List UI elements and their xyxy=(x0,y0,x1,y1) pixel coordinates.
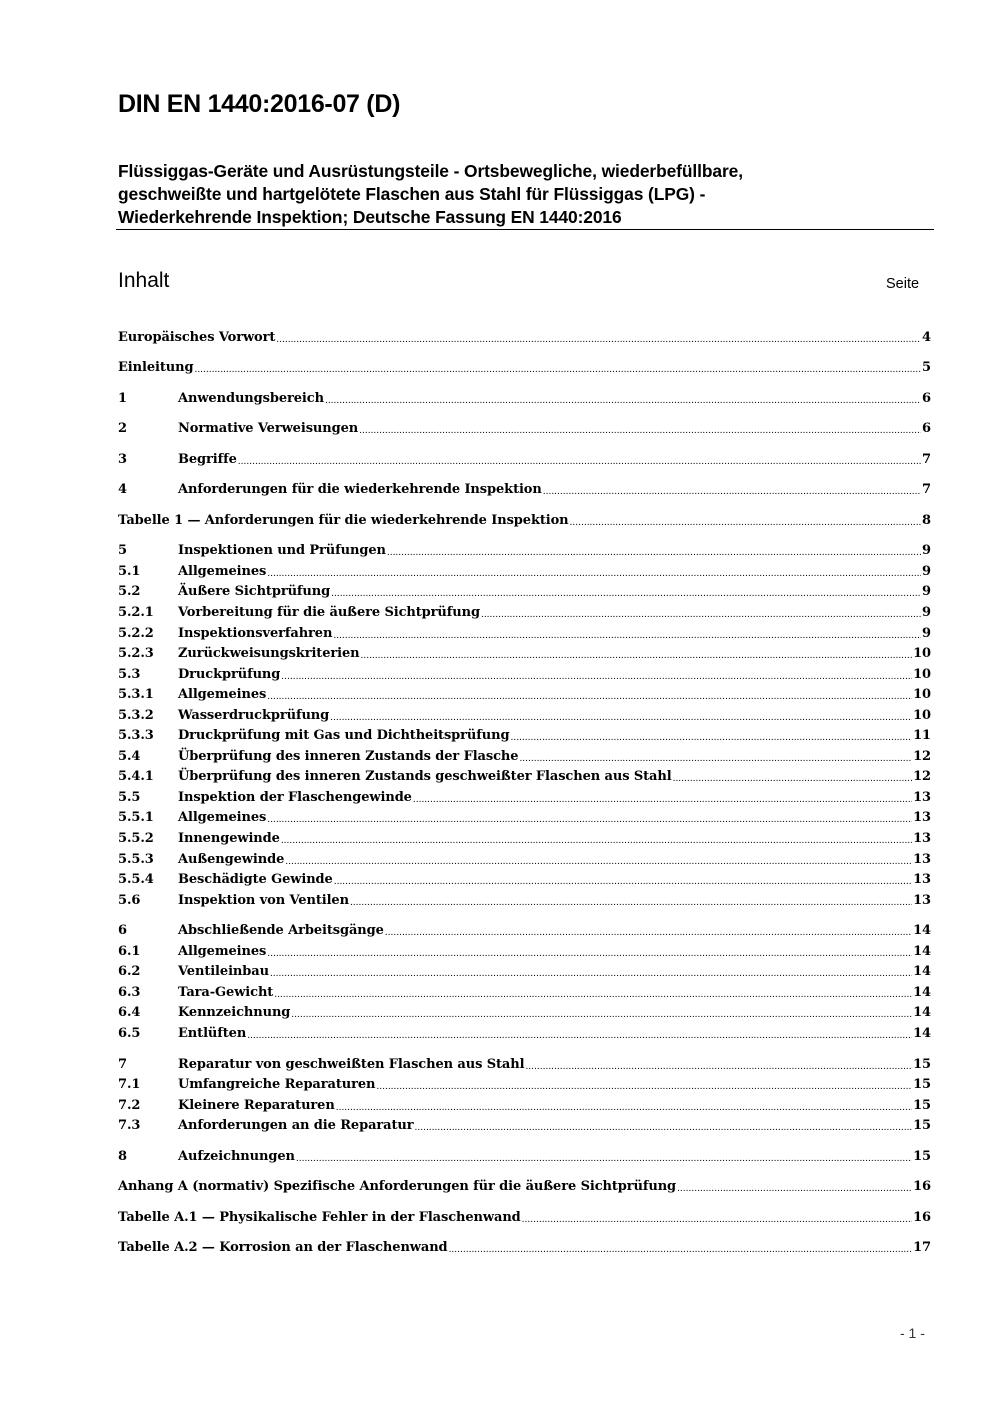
toc-entry-number: 5.5.1 xyxy=(118,810,154,826)
toc-entry-number: 5.5.2 xyxy=(118,831,154,847)
toc-entry-title: Vorbereitung für die äußere Sichtprüfung xyxy=(178,605,480,621)
toc-entry-title: Inspektionsverfahren xyxy=(178,625,333,641)
toc-dot-leader xyxy=(285,855,912,869)
toc-entry-page: 10 xyxy=(913,646,931,662)
toc-entry-number: 6 xyxy=(118,923,127,939)
toc-dot-leader xyxy=(376,1080,912,1094)
toc-entry-page: 16 xyxy=(913,1179,931,1195)
toc-entry-page: 6 xyxy=(922,421,931,437)
toc-entry-number: 6.5 xyxy=(118,1025,141,1041)
toc-dot-leader xyxy=(677,1182,912,1196)
toc-entry-title: Anwendungsbereich xyxy=(178,390,324,406)
toc-entry-page: 9 xyxy=(922,563,931,579)
toc-dot-leader xyxy=(331,587,921,601)
toc-dot-leader xyxy=(522,1213,912,1227)
toc-entry-page: 14 xyxy=(913,923,931,939)
toc-dot-leader xyxy=(336,1101,912,1115)
toc-entry-number: 5.3.1 xyxy=(118,687,154,703)
toc-dot-leader xyxy=(510,731,912,745)
toc-dot-leader xyxy=(270,967,912,981)
toc-entry-number: 5.3.3 xyxy=(118,728,154,744)
toc-entry[interactable] xyxy=(118,766,931,787)
toc-entry-page: 15 xyxy=(913,1148,931,1164)
toc-entry-number: 5.1 xyxy=(118,563,141,579)
toc-entry-title: Äußere Sichtprüfung xyxy=(178,584,331,600)
toc-entry-page: 9 xyxy=(922,625,931,641)
toc-entry-page: 14 xyxy=(913,1025,931,1041)
toc-entry-number: 5.3 xyxy=(118,666,141,682)
toc-entry[interactable] xyxy=(118,418,931,439)
toc-entry[interactable] xyxy=(118,704,931,725)
toc-dot-leader xyxy=(519,752,912,766)
toc-entry[interactable] xyxy=(118,786,931,807)
toc-entry-page: 10 xyxy=(913,707,931,723)
toc-entry[interactable] xyxy=(118,509,931,530)
toc-entry-page: 9 xyxy=(922,584,931,600)
toc-entry-title: Tara-Gewicht xyxy=(178,984,274,1000)
toc-entry[interactable] xyxy=(118,745,931,766)
toc-entry-number: 4 xyxy=(118,482,127,498)
toc-entry-title: Allgemeines xyxy=(178,687,267,703)
toc-entry-page: 14 xyxy=(913,984,931,1000)
toc-entry-title: Innengewinde xyxy=(178,831,280,847)
document-id: DIN EN 1440:2016-07 (D) xyxy=(118,90,401,118)
toc-entry[interactable] xyxy=(118,1176,931,1197)
toc-entry-number: 7.1 xyxy=(118,1077,141,1093)
toc-entry[interactable] xyxy=(118,940,931,961)
toc-entry[interactable] xyxy=(118,601,931,622)
toc-entry-number: 5.5.3 xyxy=(118,851,154,867)
toc-entry[interactable] xyxy=(118,479,931,500)
toc-dot-leader xyxy=(413,793,912,807)
toc-entry-title: Allgemeines xyxy=(178,563,267,579)
toc-entry-page: 11 xyxy=(913,728,931,744)
toc-entry-title: Wasserdruckprüfung xyxy=(178,707,330,723)
toc-dot-leader xyxy=(281,834,912,848)
toc-entry-number: 5 xyxy=(118,543,127,559)
toc-entry-page: 6 xyxy=(922,390,931,406)
toc-dot-leader xyxy=(267,567,921,581)
toc-entry-page: 7 xyxy=(922,482,931,498)
toc-entry-title: Ventileinbau xyxy=(178,964,269,980)
toc-entry[interactable] xyxy=(118,357,931,378)
toc-entry-number: 8 xyxy=(118,1148,127,1164)
toc-entry[interactable] xyxy=(118,827,931,848)
toc-entry-number: 1 xyxy=(118,390,127,406)
toc-dot-leader xyxy=(334,875,912,889)
toc-entry-number: 7.2 xyxy=(118,1097,141,1113)
toc-entry-title: Anhang A (normativ) Spezifische Anforderungen für die äußere Sichtprüfung xyxy=(118,1179,677,1195)
toc-dot-leader xyxy=(350,896,912,910)
toc-entry-number: 5.3.2 xyxy=(118,707,154,723)
toc-entry-title: Aufzeichnungen xyxy=(178,1148,295,1164)
toc-entry-title: Kleinere Reparaturen xyxy=(178,1097,335,1113)
toc-entry-title: Inspektion der Flaschengewinde xyxy=(178,789,412,805)
toc-dot-leader xyxy=(238,455,921,469)
toc-dot-leader xyxy=(281,670,912,684)
toc-entry-number: 6.1 xyxy=(118,943,141,959)
toc-entry-page: 13 xyxy=(913,851,931,867)
toc-entry-title: Entlüften xyxy=(178,1025,247,1041)
toc-dot-leader xyxy=(387,546,921,560)
toc-entry[interactable] xyxy=(118,540,931,561)
toc-dot-leader xyxy=(543,485,921,499)
toc-entry-page: 13 xyxy=(913,872,931,888)
toc-entry[interactable] xyxy=(118,448,931,469)
toc-dot-leader xyxy=(360,649,912,663)
toc-entry[interactable] xyxy=(118,1237,931,1258)
toc-dot-leader xyxy=(276,333,921,347)
toc-entry-number: 6.4 xyxy=(118,1005,141,1021)
toc-entry-title: Anforderungen an die Reparatur xyxy=(178,1118,414,1134)
toc-entry-title: Beschädigte Gewinde xyxy=(178,872,333,888)
toc-dot-leader xyxy=(194,363,921,377)
toc-entry-page: 9 xyxy=(922,605,931,621)
toc-entry-number: 3 xyxy=(118,451,127,467)
toc-entry[interactable] xyxy=(118,869,931,890)
toc-entry-title: Normative Verweisungen xyxy=(178,421,359,437)
toc-dot-leader xyxy=(267,690,912,704)
toc-dot-leader xyxy=(673,772,913,786)
page-number-footer: - 1 - xyxy=(900,1325,925,1341)
toc-entry-title: Reparatur von geschweißten Flaschen aus Stahl xyxy=(178,1056,525,1072)
toc-entry-page: 13 xyxy=(913,831,931,847)
toc-entry[interactable] xyxy=(118,1053,931,1074)
toc-entry-number: 5.6 xyxy=(118,892,141,908)
toc-entry-title: Abschließende Arbeitsgänge xyxy=(178,923,384,939)
toc-entry[interactable] xyxy=(118,889,931,910)
toc-entry[interactable] xyxy=(118,725,931,746)
toc-entry-title: Anforderungen für die wiederkehrende Inspektion xyxy=(178,482,542,498)
toc-dot-leader xyxy=(525,1060,912,1074)
document-subtitle xyxy=(118,160,934,229)
toc-entry[interactable] xyxy=(118,663,931,684)
toc-entry-title: Tabelle A.2 — Korrosion an der Flaschenwand xyxy=(118,1240,448,1256)
toc-entry-page: 15 xyxy=(913,1097,931,1113)
toc-entry-page: 15 xyxy=(913,1056,931,1072)
header-rule xyxy=(116,229,934,230)
toc-entry-page: 14 xyxy=(913,964,931,980)
toc-title: Inhalt xyxy=(118,269,170,292)
toc-entry-title: Umfangreiche Reparaturen xyxy=(178,1077,376,1093)
toc-entry-number: 2 xyxy=(118,421,127,437)
toc-entry[interactable] xyxy=(118,1206,931,1227)
toc-dot-leader xyxy=(415,1121,913,1135)
toc-entry-page: 13 xyxy=(913,892,931,908)
toc-dot-leader xyxy=(267,813,912,827)
toc-entry-number: 5.5 xyxy=(118,789,141,805)
toc-dot-leader xyxy=(330,711,912,725)
toc-entry-title: Einleitung xyxy=(118,360,194,376)
toc-entry-number: 5.2.3 xyxy=(118,646,154,662)
toc-entry-page: 14 xyxy=(913,1005,931,1021)
toc-entry-title: Inspektionen und Prüfungen xyxy=(178,543,386,559)
toc-entry-number: 7 xyxy=(118,1056,127,1072)
toc-entry-title: Tabelle A.1 — Physikalische Fehler in der Flaschenwand xyxy=(118,1209,521,1225)
toc-page-header: Seite xyxy=(886,276,920,292)
toc-entry-page: 15 xyxy=(913,1118,931,1134)
toc-entry-number: 6.2 xyxy=(118,964,141,980)
toc-dot-leader xyxy=(449,1243,913,1257)
toc-entry-title: Zurückweisungskriterien xyxy=(178,646,360,662)
toc-entry-title: Begriffe xyxy=(178,451,237,467)
toc-entry[interactable] xyxy=(118,848,931,869)
toc-dot-leader xyxy=(291,1008,912,1022)
toc-entry[interactable] xyxy=(118,560,931,581)
toc-entry-title: Druckprüfung mit Gas und Dichtheitsprüfung xyxy=(178,728,510,744)
toc-entry-number: 5.2.1 xyxy=(118,605,154,621)
toc-entry-title: Überprüfung des inneren Zustands der Flasche xyxy=(178,748,519,764)
toc-entry-title: Außengewinde xyxy=(178,851,285,867)
toc-entry[interactable] xyxy=(118,387,931,408)
toc-entry-title: Allgemeines xyxy=(178,943,267,959)
subtitle-line: geschweißte und hartgelötete Flaschen aus Stahl für Flüssiggas (LPG) - xyxy=(118,184,706,204)
toc-entry-title: Tabelle 1 — Anforderungen für die wiederkehrende Inspektion xyxy=(118,512,569,528)
toc-entry[interactable] xyxy=(118,1002,931,1023)
toc-entry-page: 12 xyxy=(913,748,931,764)
toc-entry[interactable] xyxy=(118,1145,931,1166)
subtitle-line: Flüssiggas-Geräte und Ausrüstungsteile - Ortsbewegliche, wiederbefüllbare, xyxy=(118,161,743,181)
toc-entry-title: Allgemeines xyxy=(178,810,267,826)
toc-entry-page: 12 xyxy=(913,769,931,785)
toc-dot-leader xyxy=(247,1029,912,1043)
toc-entry-number: 5.4 xyxy=(118,748,141,764)
toc-entry-page: 17 xyxy=(913,1240,931,1256)
toc-dot-leader xyxy=(570,516,922,530)
toc-entry-page: 9 xyxy=(922,543,931,559)
toc-entry-number: 5.2.2 xyxy=(118,625,154,641)
toc-entry[interactable] xyxy=(118,807,931,828)
toc-entry-page: 13 xyxy=(913,789,931,805)
subtitle-line: Wiederkehrende Inspektion; Deutsche Fassung EN 1440:2016 xyxy=(118,207,622,227)
toc-entry-title: Überprüfung des inneren Zustands geschweißter Flaschen aus Stahl xyxy=(178,769,672,785)
toc-entry[interactable] xyxy=(118,326,931,347)
toc-entry-page: 14 xyxy=(913,943,931,959)
toc-dot-leader xyxy=(481,608,921,622)
toc-dot-leader xyxy=(325,394,921,408)
toc-entry-page: 5 xyxy=(922,360,931,376)
toc-entry-page: 13 xyxy=(913,810,931,826)
toc-entry[interactable] xyxy=(118,920,931,941)
toc-entry[interactable] xyxy=(118,1115,931,1136)
toc-entry[interactable] xyxy=(118,581,931,602)
toc-entry-page: 10 xyxy=(913,687,931,703)
toc-entry-title: Europäisches Vorwort xyxy=(118,329,276,345)
toc-entry[interactable] xyxy=(118,643,931,664)
toc-entry-page: 4 xyxy=(922,329,931,345)
toc-entry-title: Kennzeichnung xyxy=(178,1005,291,1021)
table-of-contents xyxy=(118,326,931,1257)
toc-entry[interactable] xyxy=(118,684,931,705)
toc-entry-title: Inspektion von Ventilen xyxy=(178,892,349,908)
toc-entry[interactable] xyxy=(118,622,931,643)
toc-entry-page: 7 xyxy=(922,451,931,467)
toc-dot-leader xyxy=(296,1152,912,1166)
toc-entry-page: 16 xyxy=(913,1209,931,1225)
toc-entry-page: 8 xyxy=(922,512,931,528)
toc-entry-number: 5.5.4 xyxy=(118,872,154,888)
toc-entry[interactable] xyxy=(118,981,931,1002)
toc-entry-page: 10 xyxy=(913,666,931,682)
toc-dot-leader xyxy=(267,947,912,961)
toc-dot-leader xyxy=(385,926,912,940)
toc-entry-number: 5.2 xyxy=(118,584,141,600)
toc-entry-title: Druckprüfung xyxy=(178,666,281,682)
toc-entry-number: 7.3 xyxy=(118,1118,141,1134)
toc-dot-leader xyxy=(359,424,921,438)
toc-entry-number: 6.3 xyxy=(118,984,141,1000)
toc-entry-page: 15 xyxy=(913,1077,931,1093)
toc-dot-leader xyxy=(333,629,921,643)
toc-entry[interactable] xyxy=(118,1074,931,1095)
toc-entry[interactable] xyxy=(118,961,931,982)
toc-entry-number: 5.4.1 xyxy=(118,769,154,785)
toc-entry[interactable] xyxy=(118,1022,931,1043)
toc-dot-leader xyxy=(274,988,912,1002)
toc-entry[interactable] xyxy=(118,1094,931,1115)
